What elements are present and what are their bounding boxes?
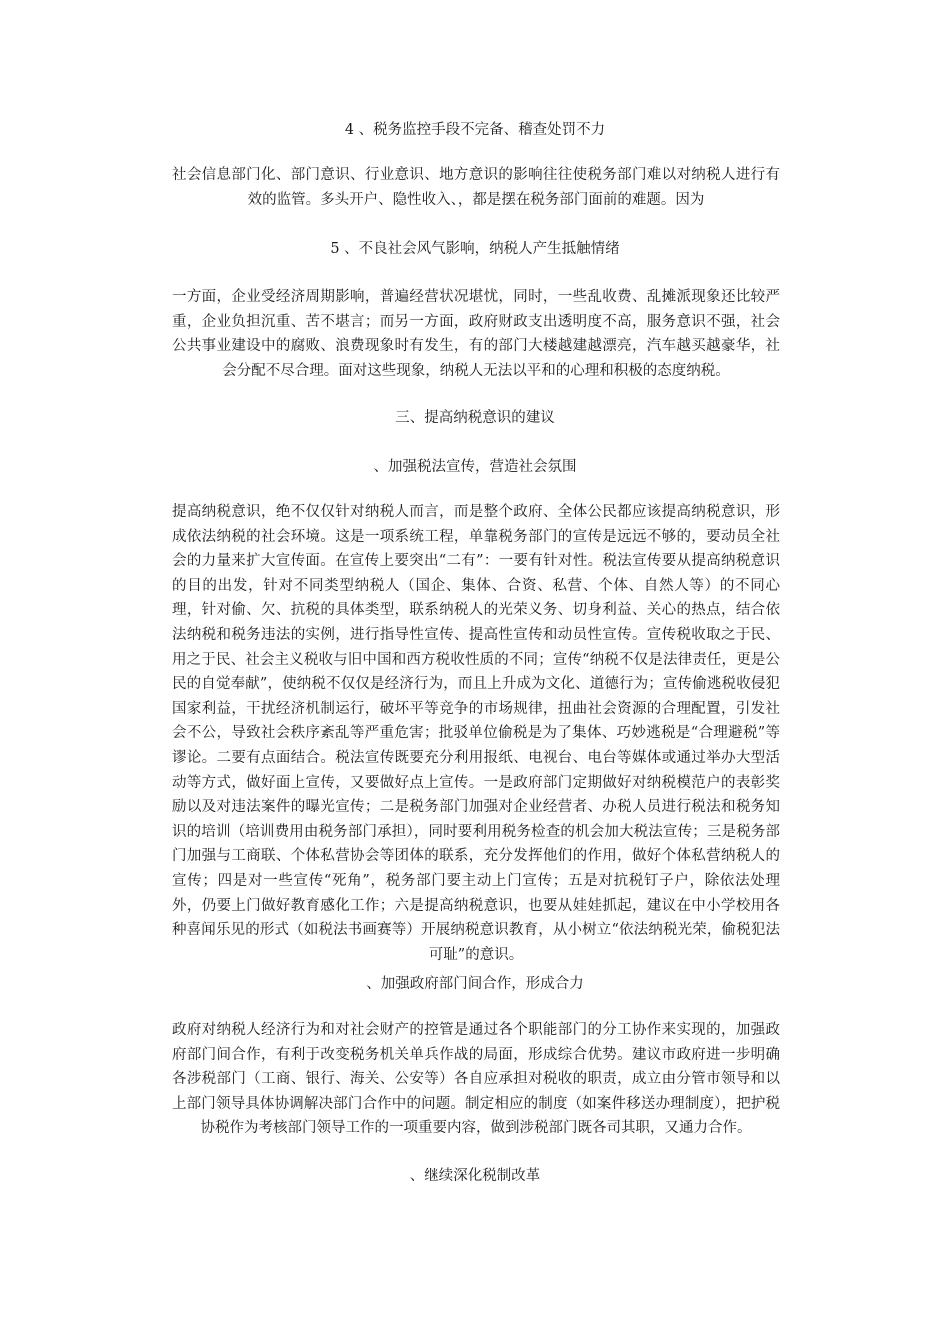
paragraph-cooperation: 政府对纳税人经济行为和对社会财产的控管是通过各个职能部门的分工协作来实现的，加强政府部门间合作，有利于改变税务机关单兵作战的局面，形成综合优势。建议市政府进一步明确各涉税部门（工商、银行、海关、公安等）各自应承担对税收的职责，成立由分管市领导和以上部门领导具体协调解决部门合作中的问题。制定相应的制度（如案件移送办理制度），把护税协税作为考核部门领导工作的一项重要内容，做到涉税部门既各司其职，又通力合作。 xyxy=(172,1022,780,1137)
paragraph-monitoring: 社会信息部门化、部门意识、行业意识、地方意识的影响往往使税务部门难以对纳税人进行有效的监管。多头开户、隐性收入、，都是摆在税务部门面前的难题。因为 xyxy=(172,167,780,208)
chapter-heading-3: 三、提高纳税意识的建议 xyxy=(395,410,555,426)
section-heading-5: 5 、不良社会风气影响，纳税人产生抵触情绪 xyxy=(330,241,620,257)
section-heading-4: 4 、税务监控手段不完备、稽查处罚不力 xyxy=(344,122,606,138)
paragraph-social-climate: 一方面，企业受经济周期影响，普遍经营状况堪忧，同时，一些乱收费、乱摊派现象还比较严重，企业负担沉重、苦不堪言；而另一方面，政府财政支出透明度不高，服务意识不强，社会公共事业建设中的腐败、浪费现象时有发生，有的部门大楼越建越漂亮，汽车越买越豪华，社会分配不尽合理。面对这些现象，纳税人无法以平和的心理和积极的态度纳税。 xyxy=(172,289,780,379)
subheading-propaganda: 、加强税法宣传，营造社会氛围 xyxy=(373,459,577,475)
paragraph-propaganda: 提高纳税意识，绝不仅仅针对纳税人而言，而是整个政府、全体公民都应该提高纳税意识，形成依法纳税的社会环境。这是一项系统工程，单靠税务部门的宣传是远远不够的，要动员全社会的力量来扩大宣传面。在宣传上要突出“二有”：一要有针对性。税法宣传要从提高纳税意识的目的出发，针对不同类型纳税人（国企、集体、合资、私营、个体、自然人等）的不同心理，针对偷、欠、抗税的具体类型，联系纳税人的光荣义务、切身利益、关心的热点，结合依法纳税和税务违法的实例，进行指导性宣传、提高性宣传和动员性宣传。宣传税收取之于民、用之于民、社会主义税收与旧中国和西方税收性质的不同；宣传“纳税不仅是法律责任，更是公民的自觉奉献”，使纳税不仅仅是经济行为，而且上升成为文化、道德行为；宣传偷逃税收侵犯国家利益，干扰经济机制运行，破坏平等竞争的市场规律，扭曲社会资源的合理配置，引发社会不公，导致社会秩序紊乱等严重危害；批驳单位偷税是为了集体、巧妙逃税是“合理避税”等谬论。二要有点面结合。税法宣传既要充分利用报纸、电视台、电台等媒体或通过举办大型活动等方式，做好面上宣传，又要做好点上宣传。一是政府部门定期做好对纳税模范户的表彰奖励以及对违法案件的曝光宣传；二是税务部门加强对企业经营者、办税人员进行税法和税务知识的培训（培训费用由税务部门承担），同时要利用税务检查的机会加大税法宣传；三是税务部门加强与工商联、个体私营协会等团体的联系，充分发挥他们的作用，做好个体私营纳税人的宣传；四是对一些宣传“死角”，税务部门要主动上门宣传；五是对抗税钉子户，除依法处理外，仍要上门做好教育感化工作；六是提高纳税意识，也要从娃娃抓起，建议在中小学校用各种喜闻乐见的形式（如税法书画赛等）开展纳税意识教育，从小树立“依法纳税光荣，偷税犯法可耻”的意识。 xyxy=(172,504,780,963)
subheading-reform: 、继续深化税制改革 xyxy=(409,1168,541,1184)
subheading-cooperation: 、加强政府部门间合作，形成合力 xyxy=(366,976,584,992)
